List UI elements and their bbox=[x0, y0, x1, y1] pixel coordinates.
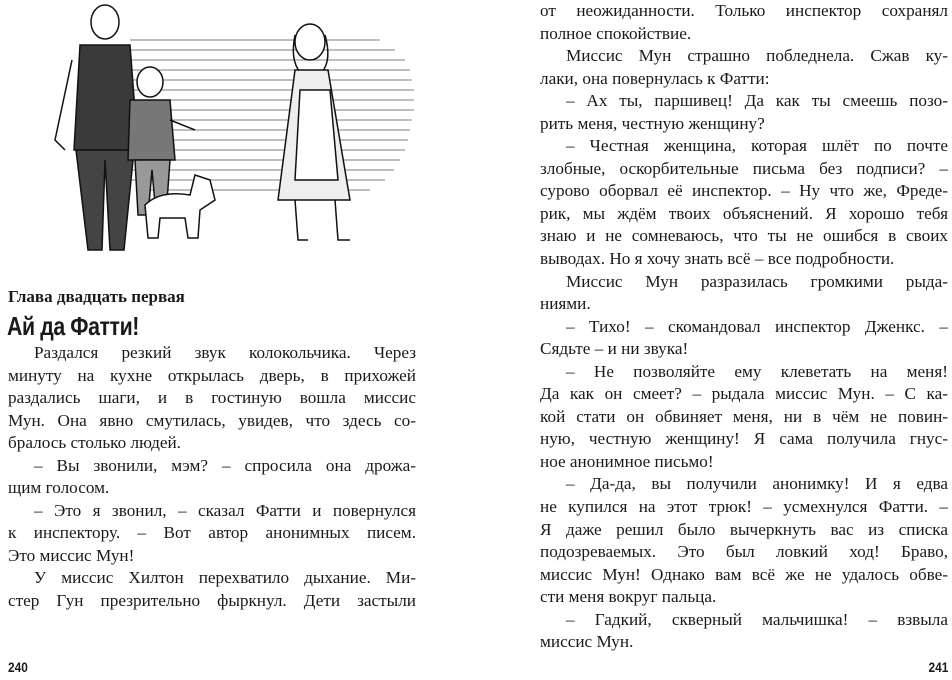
text-line: – Да-да, вы получили анонимку! И я едва bbox=[566, 474, 948, 494]
inspector-figure bbox=[55, 5, 138, 250]
text-line: – Честная женщина, которая шлёт по почте bbox=[566, 136, 948, 156]
body-text bbox=[8, 342, 416, 613]
text-line: ниями. bbox=[540, 294, 591, 314]
text-line: – Гадкий, скверный мальчишка! – взвыла bbox=[566, 609, 948, 629]
text-line: подозреваемых. Это был ловкий ход! Браво, bbox=[540, 542, 948, 562]
text-line: Я даже решил было вычеркнуть вас из списка bbox=[540, 519, 948, 539]
chapter-illustration bbox=[10, 0, 420, 258]
text-line: У миссис Хилтон перехватило дыхание. Ми- bbox=[34, 568, 416, 588]
text-line: – Ах ты, паршивец! Да как ты смеешь позо- bbox=[566, 91, 948, 111]
text-line: рик, мы ждём твоих объяснений. Я хорошо тебя bbox=[540, 203, 948, 223]
text-line: раздались шаги, и в гостиную вошла миссис bbox=[8, 388, 416, 408]
text-line: от неожиданности. Только инспектор сохранял bbox=[540, 1, 948, 20]
text-line: Миссис Мун разразилась громкими рыда- bbox=[566, 271, 948, 291]
text-line: не купился на этот трюк! – усмехнулся Фатти. – bbox=[540, 497, 948, 517]
text-line: Сядьте – и ни звука! bbox=[540, 339, 689, 359]
text-line: Это миссис Мун! bbox=[8, 545, 135, 565]
text-line: миссис Мун! Однако вам всё же не удалось обве- bbox=[540, 564, 948, 584]
text-line: Раздался резкий звук колокольчика. Через bbox=[34, 343, 416, 362]
text-line: – Вы звонили, мэм? – спросила она дрожа- bbox=[34, 455, 416, 475]
text-line: Мун. Она явно смутилась, увидев, что здесь со- bbox=[8, 410, 416, 430]
woman-figure bbox=[278, 24, 350, 240]
text-line: щим голосом. bbox=[8, 478, 110, 498]
text-line: – Тихо! – скомандовал инспектор Дженкс. – bbox=[566, 316, 948, 336]
text-line: лаки, она повернулась к Фатти: bbox=[540, 68, 770, 88]
text-line: Миссис Мун страшно побледнела. Сжав ку- bbox=[566, 46, 948, 66]
text-line: ное анонимное письмо! bbox=[540, 451, 714, 471]
body-text bbox=[540, 0, 948, 654]
boy-figure bbox=[128, 67, 195, 215]
page-number: 240 bbox=[8, 659, 28, 675]
text-line: сурово оборвал её инспектор. – Ну что же, Фреде- bbox=[540, 181, 948, 201]
text-line: злобные, оскорбительные письма без подписи? – bbox=[540, 158, 948, 178]
text-line: минуту на кухне открылась дверь, в прихожей bbox=[8, 365, 416, 385]
text-line: ную, честную женщину! Я сама получила гнус- bbox=[540, 429, 948, 449]
text-line: к инспектору. – Вот автор анонимных писем. bbox=[8, 523, 416, 543]
text-line: сти меня вокруг пальца. bbox=[540, 587, 717, 607]
text-line: полное спокойствие. bbox=[540, 23, 692, 43]
text-line: – Это я звонил, – сказал Фатти и повернулся bbox=[34, 500, 416, 520]
text-line: – Не позволяйте ему клеветать на меня! bbox=[566, 361, 948, 381]
text-line: рить меня, честную женщину? bbox=[540, 113, 765, 133]
text-line: миссис Мун. bbox=[540, 632, 634, 652]
text-line: знаю и не сомневаюсь, что ты не ошибся в своих bbox=[540, 226, 948, 246]
page-number: 241 bbox=[928, 659, 948, 675]
chapter-label: Глава двадцать первая bbox=[8, 287, 185, 306]
text-line: бралось столько людей. bbox=[8, 433, 181, 453]
text-line: выводах. Но я хочу знать всё – все подробности. bbox=[540, 249, 895, 269]
text-line: Да как он смеет? – рыдала миссис Мун. – С ка- bbox=[540, 384, 948, 404]
right-page bbox=[476, 0, 952, 680]
chapter-title: Ай да Фатти! bbox=[7, 311, 139, 341]
text-line: стер Гун презрительно фыркнул. Дети застыли bbox=[8, 591, 416, 611]
text-line: кой стати он обвиняет меня, ни в чём не повин- bbox=[540, 406, 948, 426]
